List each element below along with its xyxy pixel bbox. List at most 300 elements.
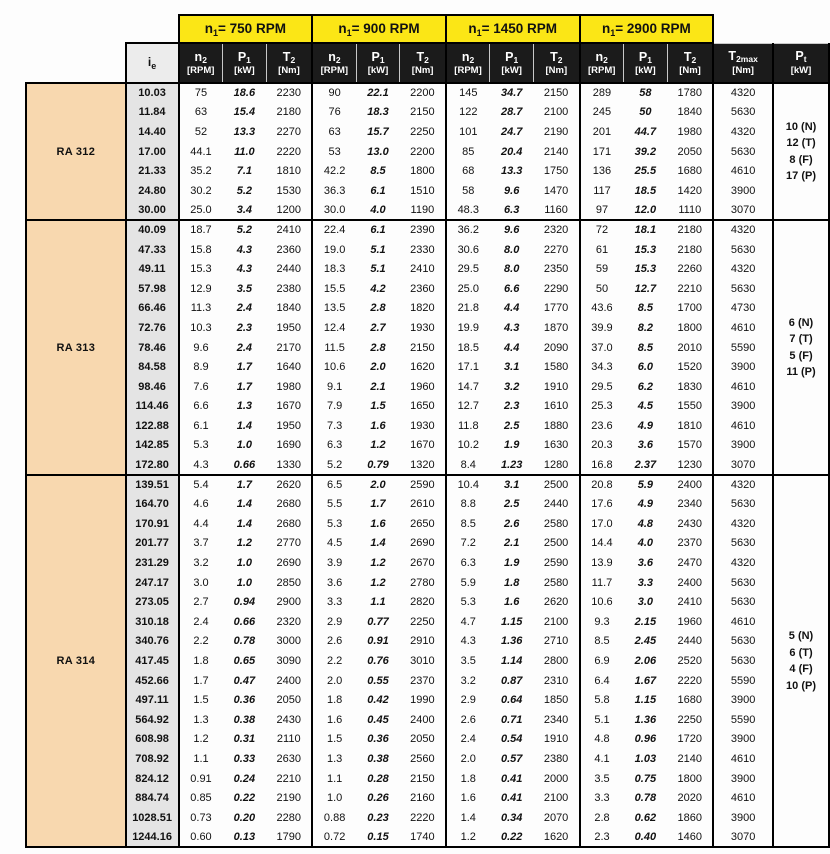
- ratio-value: 273.05: [126, 592, 179, 612]
- n2-value: 4.1: [580, 749, 624, 769]
- t2-value: 1980: [276, 380, 301, 393]
- p1-value: 13.0: [367, 145, 389, 158]
- n2-value: 10.6: [580, 592, 624, 612]
- p1-value: 3.3: [637, 576, 654, 589]
- spacer-cell: [713, 15, 773, 43]
- t2-value: 2000: [543, 772, 569, 785]
- t2-value: 1680: [677, 694, 703, 707]
- n2-value: 0.91: [179, 769, 223, 789]
- t2-value: 1810: [276, 165, 301, 178]
- t2-value: 1950: [276, 419, 301, 432]
- t2-value: 2400: [410, 713, 435, 726]
- table-row: [26, 749, 829, 769]
- table-row: [26, 259, 829, 279]
- t2-value: 2400: [677, 576, 703, 589]
- n2-value: 18.7: [179, 220, 223, 240]
- t2-value: 1960: [410, 380, 435, 393]
- pt-rating-line: 10 (N): [785, 120, 817, 133]
- table-row: [26, 592, 829, 612]
- n2-value: 17.6: [580, 494, 624, 514]
- p1-value: 0.13: [222, 828, 266, 848]
- t2-value: 2070: [543, 811, 569, 824]
- t2-value: 2430: [677, 517, 703, 530]
- p1-value: 1.9: [504, 439, 520, 452]
- table-row: [26, 436, 829, 456]
- t2max-value: 5630: [713, 534, 773, 554]
- p1-value: 1.0: [236, 576, 253, 589]
- n2-value: 5.3: [179, 436, 223, 456]
- t2-value: 2690: [410, 537, 435, 550]
- table-row: [26, 808, 829, 828]
- n2-value: 7.6: [179, 377, 223, 397]
- n2-value: 117: [580, 181, 624, 201]
- speed-header-cell: $n_1= 900$ RPM: [312, 15, 446, 43]
- p1-value: 1.7: [370, 498, 386, 511]
- n2-value: 20.3: [580, 436, 624, 456]
- t2-value: 1950: [276, 321, 301, 334]
- n2-value: 3.7: [179, 534, 223, 554]
- n2-value: 1.6: [312, 710, 356, 730]
- n2-value: 12.7: [446, 397, 490, 417]
- t2-column-header: T2 [Nm]: [667, 43, 713, 83]
- ratio-value: 47.33: [126, 240, 179, 260]
- p1-value: 20.4: [500, 145, 523, 158]
- table-row: [26, 632, 829, 652]
- t2-value: 2370: [677, 537, 703, 550]
- n2-value: 7.3: [312, 416, 356, 436]
- t2-value: 2590: [400, 475, 446, 495]
- n2-value: 136: [580, 161, 624, 181]
- n2-value: 9.1: [312, 377, 356, 397]
- n2-value: 289: [580, 83, 624, 103]
- t2-value: 1670: [410, 439, 435, 452]
- t2-value: 2380: [276, 282, 301, 295]
- t2max-value: 4730: [713, 299, 773, 319]
- ratio-value: 66.46: [126, 299, 179, 319]
- t2-value: 2440: [677, 635, 703, 648]
- p1-value: 0.66: [233, 458, 256, 471]
- p1-value: 0.33: [233, 752, 256, 765]
- pt-rating-line: 6 (N): [788, 316, 814, 329]
- t2-value: 2210: [276, 772, 301, 785]
- n2-value: 36.2: [446, 220, 490, 240]
- p1-value: 0.62: [634, 811, 657, 824]
- t2-value: 2150: [410, 341, 435, 354]
- t2-value: 1800: [677, 772, 703, 785]
- n2-value: 5.1: [580, 710, 624, 730]
- p1-value: 0.57: [500, 752, 523, 765]
- p1-value: 0.79: [367, 458, 389, 471]
- n2-value: 18.5: [446, 338, 490, 358]
- n2-value: 19.0: [312, 240, 356, 260]
- p1-value: 4.3: [236, 263, 253, 276]
- t2-value: 2900: [276, 596, 301, 609]
- ratio-value: 122.88: [126, 416, 179, 436]
- p1-value: 2.3: [504, 400, 520, 413]
- ratio-value: 49.11: [126, 259, 179, 279]
- p1-value: 0.76: [367, 655, 389, 668]
- n2-value: 4.7: [446, 612, 490, 632]
- p1-value: 39.2: [634, 145, 657, 158]
- p1-value: 1.14: [500, 655, 523, 668]
- t2-value: 1830: [677, 380, 703, 393]
- ratio-value: 57.98: [126, 279, 179, 299]
- p1-value: 0.54: [500, 733, 523, 746]
- model-label: RA 314: [26, 475, 126, 847]
- n2-value: 52: [179, 122, 223, 142]
- table-row: [26, 612, 829, 632]
- n2-value: 3.5: [446, 651, 490, 671]
- t2max-value: 3900: [713, 690, 773, 710]
- n2-value: 2.6: [312, 632, 356, 652]
- ratio-value: 247.17: [126, 573, 179, 593]
- n2-value: 245: [580, 103, 624, 123]
- t2-value: 1640: [276, 361, 301, 374]
- ratio-value: 21.33: [126, 161, 179, 181]
- ratio-value: 564.92: [126, 710, 179, 730]
- n2-value: 34.3: [580, 357, 624, 377]
- t2-value: 1110: [678, 203, 702, 216]
- t2-value: 1930: [410, 419, 435, 432]
- p1-value: 1.2: [370, 557, 386, 570]
- p1-value: 8.0: [504, 263, 520, 276]
- p1-value: 1.3: [236, 400, 253, 413]
- p1-value: 18.6: [222, 83, 266, 103]
- t2-value: 1570: [677, 439, 703, 452]
- t2-value: 2250: [410, 125, 435, 138]
- t2max-value: 5630: [713, 573, 773, 593]
- ratio-value: 172.80: [126, 455, 179, 475]
- n2-value: 30.2: [179, 181, 223, 201]
- t2-value: 2340: [677, 498, 703, 511]
- t2max-value: 3900: [713, 357, 773, 377]
- n2-value: 3.2: [179, 553, 223, 573]
- p1-value: 1.15: [634, 694, 657, 707]
- p1-value: 4.9: [637, 498, 654, 511]
- t2-value: 2050: [410, 733, 435, 746]
- t2-value: 1880: [543, 419, 569, 432]
- n2-value: 9.6: [179, 338, 223, 358]
- speed-header-cell: $n_1= 1450$ RPM: [446, 15, 580, 43]
- p1-value: 2.5: [504, 419, 520, 432]
- p1-value: 1.6: [370, 517, 386, 530]
- n2-value: 3.3: [580, 788, 624, 808]
- t2-value: 2770: [276, 537, 301, 550]
- n2-value: 6.9: [580, 651, 624, 671]
- t2-value: 2670: [410, 557, 435, 570]
- p1-value: 6.1: [356, 220, 400, 240]
- ratio-value: 231.29: [126, 553, 179, 573]
- t2-value: 1930: [410, 321, 435, 334]
- n2-value: 53: [312, 142, 356, 162]
- p1-value: 2.8: [370, 341, 386, 354]
- t2-value: 1800: [410, 165, 435, 178]
- t2-value: 1700: [677, 302, 703, 315]
- n2-value: 9.3: [580, 612, 624, 632]
- pt-rating-line: 11 (P): [786, 366, 816, 379]
- t2max-value: 3900: [713, 397, 773, 417]
- t2-value: 2140: [677, 752, 703, 765]
- p1-value: 3.6: [637, 557, 654, 570]
- p1-value: 1.6: [370, 419, 386, 432]
- t2-value: 2590: [543, 557, 569, 570]
- p1-value: 25.5: [634, 165, 657, 178]
- t2-value: 2220: [410, 811, 435, 824]
- t2-value: 2820: [410, 596, 435, 609]
- t2-value: 2150: [410, 106, 435, 119]
- p1-value: 0.34: [500, 811, 523, 824]
- p1-column-header: P1 [kW]: [490, 43, 534, 83]
- p1-value: 6.6: [504, 282, 520, 295]
- p1-value: 50: [639, 106, 652, 119]
- n2-value: 5.2: [312, 455, 356, 475]
- ratio-value: 98.46: [126, 377, 179, 397]
- n2-value: 42.2: [312, 161, 356, 181]
- table-row: [26, 671, 829, 691]
- t2max-value: 5590: [713, 710, 773, 730]
- t2-value: 1780: [667, 83, 713, 103]
- n2-value: 17.1: [446, 357, 490, 377]
- p1-value: 1.0: [236, 557, 253, 570]
- table-row: [26, 534, 829, 554]
- p1-value: 4.8: [637, 517, 654, 530]
- n2-value: 63: [179, 103, 223, 123]
- table-row: [26, 573, 829, 593]
- t2-value: 2610: [410, 498, 435, 511]
- ratio-value: 78.46: [126, 338, 179, 358]
- table-row: [26, 201, 829, 221]
- t2-value: 2710: [543, 635, 569, 648]
- n2-value: 1.8: [179, 651, 223, 671]
- ratio-value: 84.58: [126, 357, 179, 377]
- n2-value: 25.0: [446, 279, 490, 299]
- t2-value: 2410: [266, 220, 312, 240]
- n2-value: 1.2: [179, 730, 223, 750]
- t2max-value: 4610: [713, 377, 773, 397]
- pt-column-header: Pt [kW]: [773, 43, 829, 83]
- n2-value: 10.4: [446, 475, 490, 495]
- n2-value: 11.7: [580, 573, 624, 593]
- n2-value: 11.5: [312, 338, 356, 358]
- p1-value: 8.5: [637, 341, 654, 354]
- t2-value: 1510: [410, 184, 435, 197]
- table-row: [26, 494, 829, 514]
- p1-value: 4.2: [370, 282, 386, 295]
- p1-value: 4.0: [637, 537, 654, 550]
- t2-value: 1420: [677, 184, 703, 197]
- n2-value: 2.7: [179, 592, 223, 612]
- p1-value: 4.4: [504, 302, 520, 315]
- p1-value: 1.67: [634, 674, 657, 687]
- p1-value: 0.71: [500, 713, 523, 726]
- n2-value: 90: [312, 83, 356, 103]
- t2-value: 1160: [544, 203, 568, 216]
- n2-column-header: n2 [RPM]: [580, 43, 624, 83]
- p1-value: 1.36: [500, 635, 523, 648]
- speed-header-row: [26, 15, 829, 43]
- t2max-value: 5630: [713, 103, 773, 123]
- t2-value: 2350: [543, 263, 569, 276]
- n2-value: 21.8: [446, 299, 490, 319]
- t2-value: 2200: [410, 145, 435, 158]
- t2max-value: 3900: [713, 769, 773, 789]
- p1-value: 6.2: [637, 380, 654, 393]
- p1-value: 1.15: [500, 615, 523, 628]
- t2max-value: 4320: [713, 122, 773, 142]
- t2-value: 1870: [543, 321, 569, 334]
- p1-value: 0.28: [367, 772, 389, 785]
- n2-value: 5.8: [580, 690, 624, 710]
- t2-value: 2410: [677, 596, 703, 609]
- p1-value: 0.41: [500, 792, 523, 805]
- p1-value: 6.0: [637, 361, 654, 374]
- t2max-value: 4320: [713, 259, 773, 279]
- ratio-value: 1244.16: [126, 828, 179, 848]
- n2-value: 122: [446, 103, 490, 123]
- p1-value: 0.78: [233, 635, 256, 648]
- p1-value: 0.22: [490, 828, 534, 848]
- n2-value: 11.8: [446, 416, 490, 436]
- t2-value: 1860: [677, 811, 703, 824]
- t2-value: 2170: [276, 341, 301, 354]
- p1-value: 2.06: [634, 655, 657, 668]
- pt-rating-line: 7 (T): [789, 333, 813, 346]
- p1-value: 3.1: [490, 475, 534, 495]
- table-row: [26, 357, 829, 377]
- t2-value: 2210: [677, 282, 703, 295]
- t2max-value: 3070: [713, 201, 773, 221]
- t2max-value: 5630: [713, 651, 773, 671]
- t2-value: 2220: [276, 145, 301, 158]
- n2-column-header: n2 [RPM]: [312, 43, 356, 83]
- t2-value: 1460: [667, 828, 713, 848]
- t2-value: 2390: [400, 220, 446, 240]
- n2-value: 8.4: [446, 455, 490, 475]
- t2max-value: 5630: [713, 279, 773, 299]
- spacer-cell: [26, 43, 126, 83]
- p1-value: 0.64: [500, 694, 523, 707]
- t2-value: 2220: [677, 674, 703, 687]
- t2-value: 1910: [543, 380, 569, 393]
- n2-value: 25.3: [580, 397, 624, 417]
- n2-value: 171: [580, 142, 624, 162]
- t2max-value: 5630: [713, 240, 773, 260]
- ratio-value: 139.51: [126, 475, 179, 495]
- t2max-value: 5590: [713, 671, 773, 691]
- ratio-value: 24.80: [126, 181, 179, 201]
- p1-value: 0.36: [367, 733, 389, 746]
- t2-value: 2500: [543, 537, 569, 550]
- n2-value: 8.9: [179, 357, 223, 377]
- t2-value: 1630: [543, 439, 569, 452]
- n2-value: 2.9: [446, 690, 490, 710]
- p1-value: 1.7: [222, 475, 266, 495]
- p1-value: 1.4: [236, 498, 253, 511]
- p1-value: 5.9: [623, 475, 667, 495]
- t2-value: 1770: [543, 302, 569, 315]
- t2-value: 2180: [276, 106, 301, 119]
- table-row: [26, 710, 829, 730]
- speed-header-cell: $n_1= 750$ RPM: [179, 15, 313, 43]
- p1-value: 9.6: [504, 184, 520, 197]
- t2-value: 1670: [276, 400, 301, 413]
- t2-value: 1650: [410, 400, 435, 413]
- n2-value: 5.3: [312, 514, 356, 534]
- table-row: [26, 240, 829, 260]
- t2-value: 2050: [677, 145, 703, 158]
- t2-value: 2330: [410, 243, 435, 256]
- t2-value: 2620: [543, 596, 569, 609]
- n2-value: 1.8: [312, 690, 356, 710]
- t2-value: 2360: [276, 243, 301, 256]
- p1-value: 2.45: [634, 635, 657, 648]
- t2-value: 2190: [276, 792, 301, 805]
- t2max-value: 4610: [713, 318, 773, 338]
- p1-value: 2.3: [236, 321, 253, 334]
- n2-value: 48.3: [446, 201, 490, 221]
- ratio-value: 708.92: [126, 749, 179, 769]
- t2-value: 1810: [677, 419, 703, 432]
- n2-value: 39.9: [580, 318, 624, 338]
- n2-value: 17.0: [580, 514, 624, 534]
- p1-value: 5.2: [222, 220, 266, 240]
- p1-value: 8.0: [504, 243, 520, 256]
- t2-value: 1990: [410, 694, 435, 707]
- n2-value: 59: [580, 259, 624, 279]
- p1-value: 0.78: [634, 792, 657, 805]
- table-row: [26, 377, 829, 397]
- n2-value: 2.9: [312, 612, 356, 632]
- t2-value: 2630: [276, 752, 301, 765]
- t2-value: 2780: [410, 576, 435, 589]
- t2-value: 2520: [677, 655, 703, 668]
- n2-value: 8.5: [446, 514, 490, 534]
- pt-rating-line: 12 (T): [786, 137, 816, 150]
- ratio-value: 30.00: [126, 201, 179, 221]
- n2-value: 13.9: [580, 553, 624, 573]
- table-row: [26, 397, 829, 417]
- table-row: [26, 83, 829, 103]
- p1-value: 5.2: [236, 184, 253, 197]
- t2max-value: 3900: [713, 181, 773, 201]
- n2-value: 63: [312, 122, 356, 142]
- n2-value: 12.4: [312, 318, 356, 338]
- n2-value: 25.0: [179, 201, 223, 221]
- p1-value: 0.38: [367, 752, 389, 765]
- p1-value: 0.41: [500, 772, 523, 785]
- p1-value: 1.6: [504, 596, 520, 609]
- t2-value: 2150: [410, 772, 435, 785]
- p1-column-header: P1 [kW]: [356, 43, 400, 83]
- p1-value: 15.7: [367, 125, 389, 138]
- t2max-value: 4610: [713, 788, 773, 808]
- model-label: RA 312: [26, 83, 126, 220]
- p1-value: 34.7: [490, 83, 534, 103]
- t2-value: 2190: [543, 125, 569, 138]
- p1-value: 4.3: [236, 243, 253, 256]
- t2-value: 2470: [677, 557, 703, 570]
- p1-value: 0.87: [500, 674, 523, 687]
- p1-value: 0.23: [367, 811, 389, 824]
- n2-value: 19.9: [446, 318, 490, 338]
- speed-header-cell: $n_1= 2900$ RPM: [580, 15, 714, 43]
- n2-value: 2.0: [312, 671, 356, 691]
- ratio-value: 340.76: [126, 632, 179, 652]
- n2-value: 14.4: [580, 534, 624, 554]
- table-row: [26, 279, 829, 299]
- t2-value: 1960: [677, 615, 703, 628]
- t2-value: 2010: [677, 341, 703, 354]
